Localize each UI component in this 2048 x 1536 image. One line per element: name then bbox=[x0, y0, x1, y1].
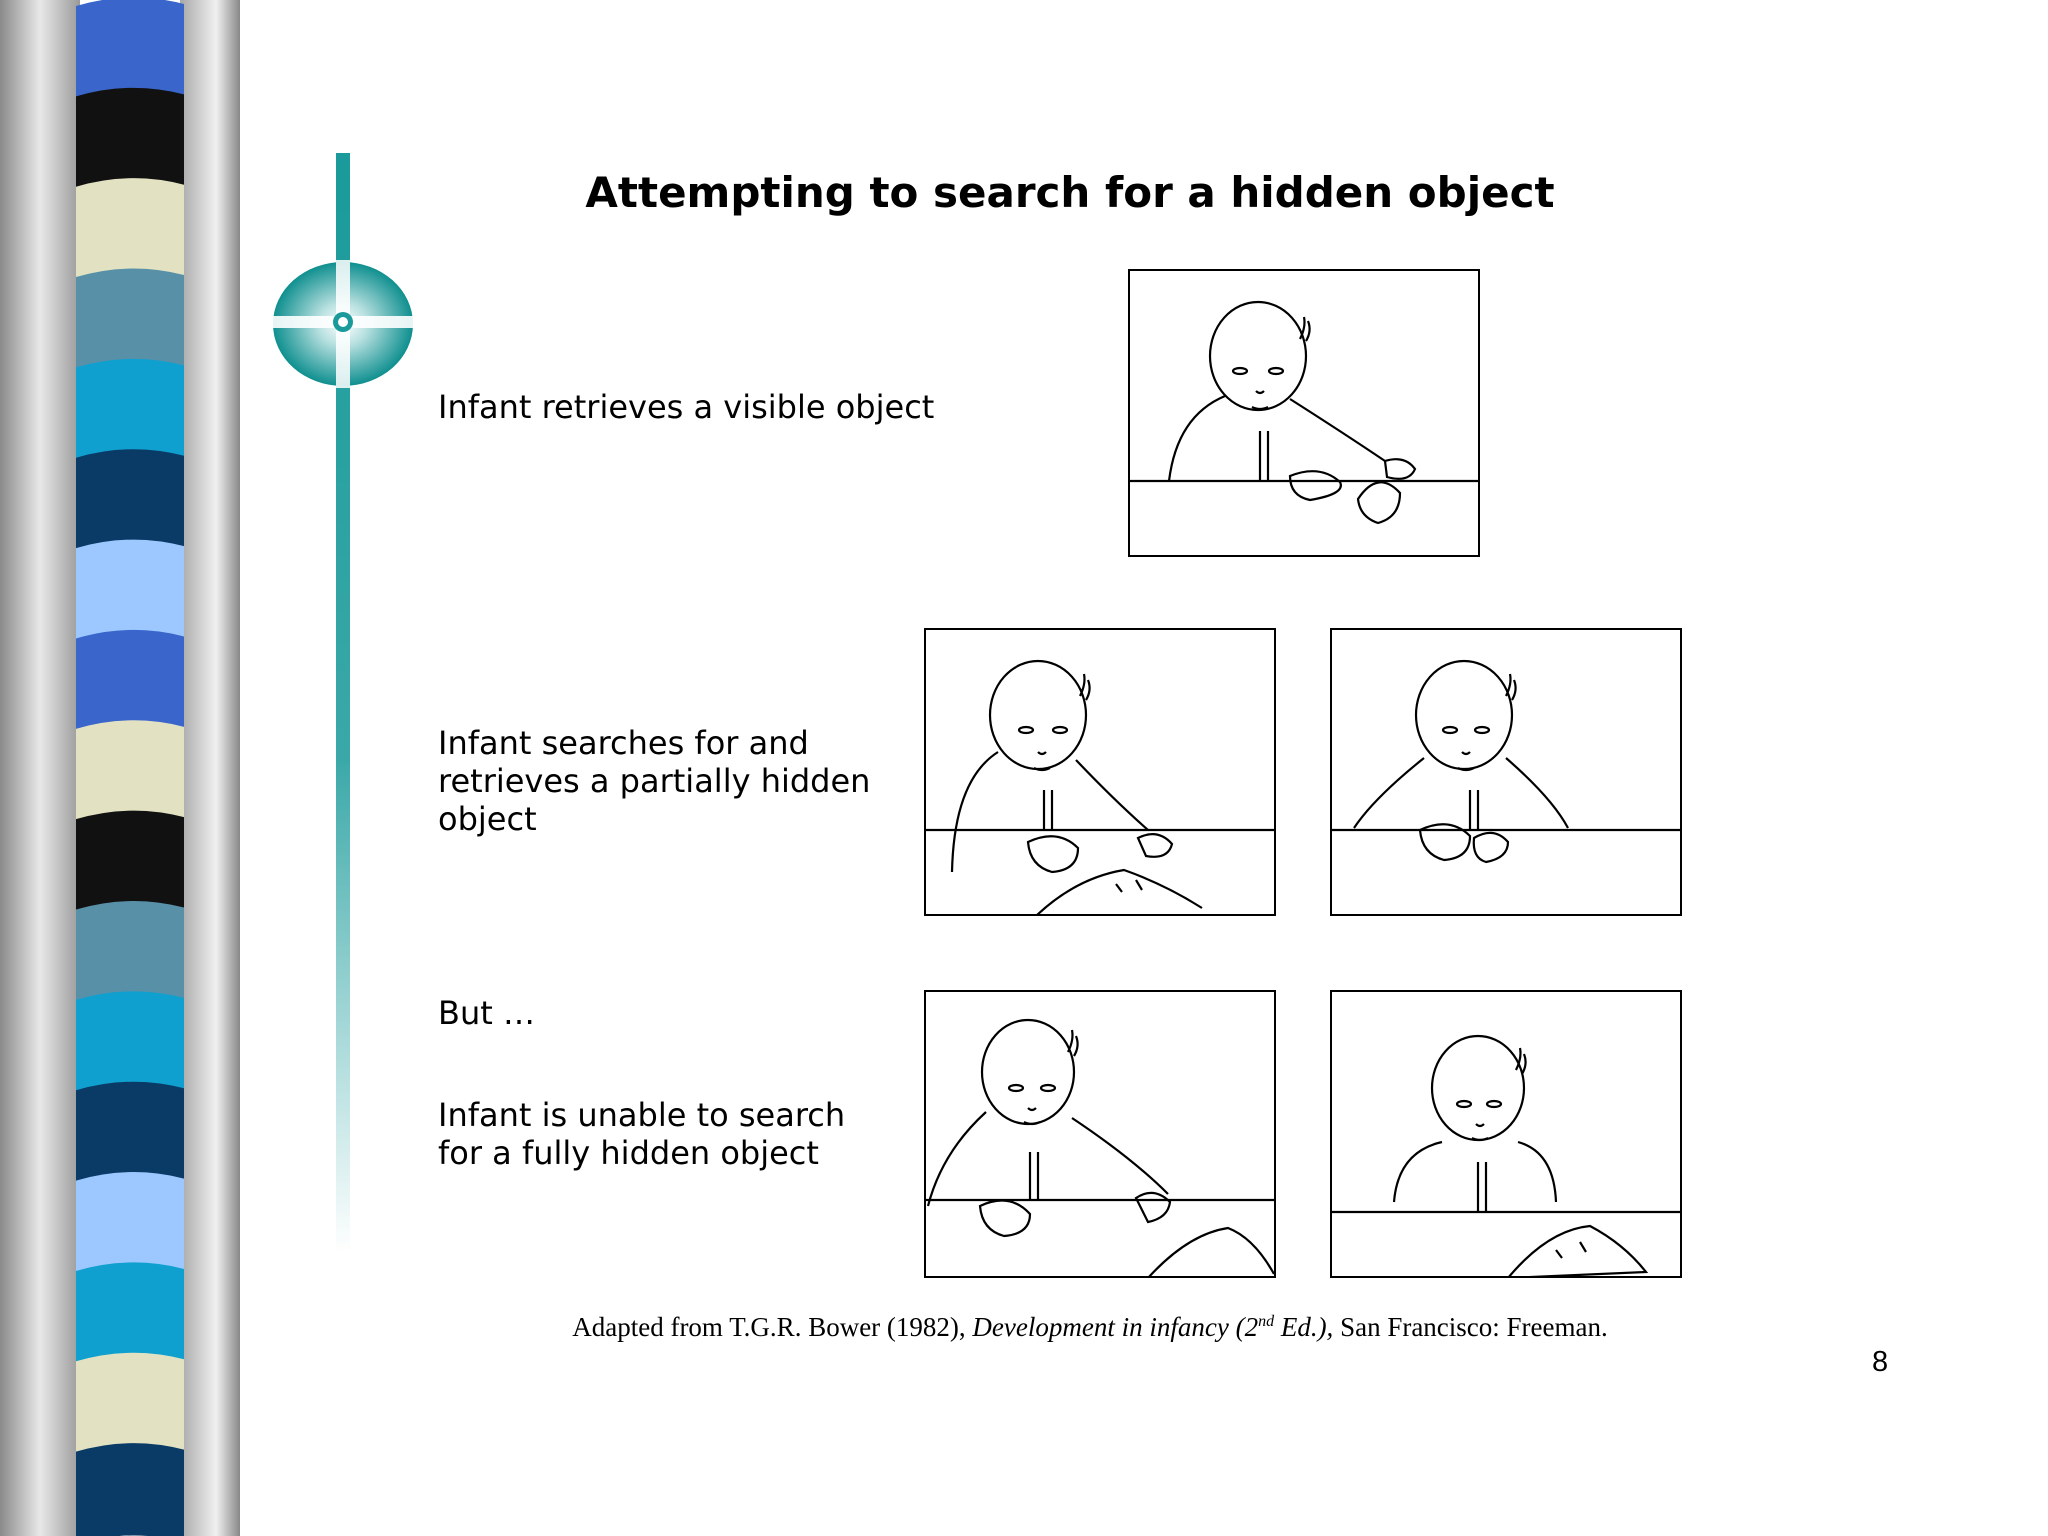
caption-book-title: Development in infancy (2 bbox=[972, 1312, 1259, 1342]
citation-caption bbox=[440, 1312, 1740, 1343]
caption-suffix: San Francisco: Freeman. bbox=[1333, 1312, 1608, 1342]
band-stripe bbox=[76, 1262, 184, 1363]
caption-edition: Ed.), bbox=[1274, 1312, 1334, 1342]
caption-superscript: nd bbox=[1258, 1313, 1275, 1330]
infant-holding-object-illustration bbox=[1332, 630, 1682, 916]
band-stripe bbox=[76, 720, 184, 821]
decorative-stripe-band bbox=[0, 0, 240, 1536]
band-stripe bbox=[76, 540, 184, 641]
full-hidden-reach-panel bbox=[924, 990, 1276, 1278]
slide-title: Attempting to search for a hidden object bbox=[585, 168, 1555, 217]
band-stripe bbox=[76, 449, 184, 550]
band-stripe bbox=[76, 991, 184, 1092]
row-label-but: But … bbox=[438, 994, 535, 1032]
row-label-partial: Infant searches for and retrieves a partially hidden object bbox=[438, 724, 871, 838]
row-label-visible: Infant retrieves a visible object bbox=[438, 388, 935, 426]
infant-reaching-illustration bbox=[1130, 271, 1480, 557]
band-stripe bbox=[76, 88, 184, 189]
partial-hidden-retrieved-panel bbox=[1330, 628, 1682, 916]
band-stripe bbox=[76, 811, 184, 912]
cross-ornament bbox=[270, 150, 430, 1260]
band-stripe bbox=[76, 1443, 184, 1536]
band-stripe bbox=[76, 1082, 184, 1183]
infant-searching-cloth-illustration bbox=[926, 630, 1276, 916]
band-stripe bbox=[76, 0, 184, 98]
band-stripe bbox=[76, 269, 184, 370]
band-stripe bbox=[76, 1353, 184, 1454]
band-stripe bbox=[76, 178, 184, 279]
band-stripe bbox=[76, 901, 184, 1002]
row-label-full: Infant is unable to search for a fully hidden object bbox=[438, 1096, 846, 1172]
infant-reaching-hidden-illustration bbox=[926, 992, 1276, 1278]
full-hidden-giveup-panel bbox=[1330, 990, 1682, 1278]
band-stripe bbox=[76, 1172, 184, 1273]
page-number: 8 bbox=[1872, 1346, 1889, 1378]
visible-object-panel bbox=[1128, 269, 1480, 557]
infant-giving-up-illustration bbox=[1332, 992, 1682, 1278]
caption-prefix: Adapted from T.G.R. Bower (1982), bbox=[572, 1312, 973, 1342]
partial-hidden-reach-panel bbox=[924, 628, 1276, 916]
band-stripe bbox=[76, 630, 184, 731]
band-stripe bbox=[76, 359, 184, 460]
